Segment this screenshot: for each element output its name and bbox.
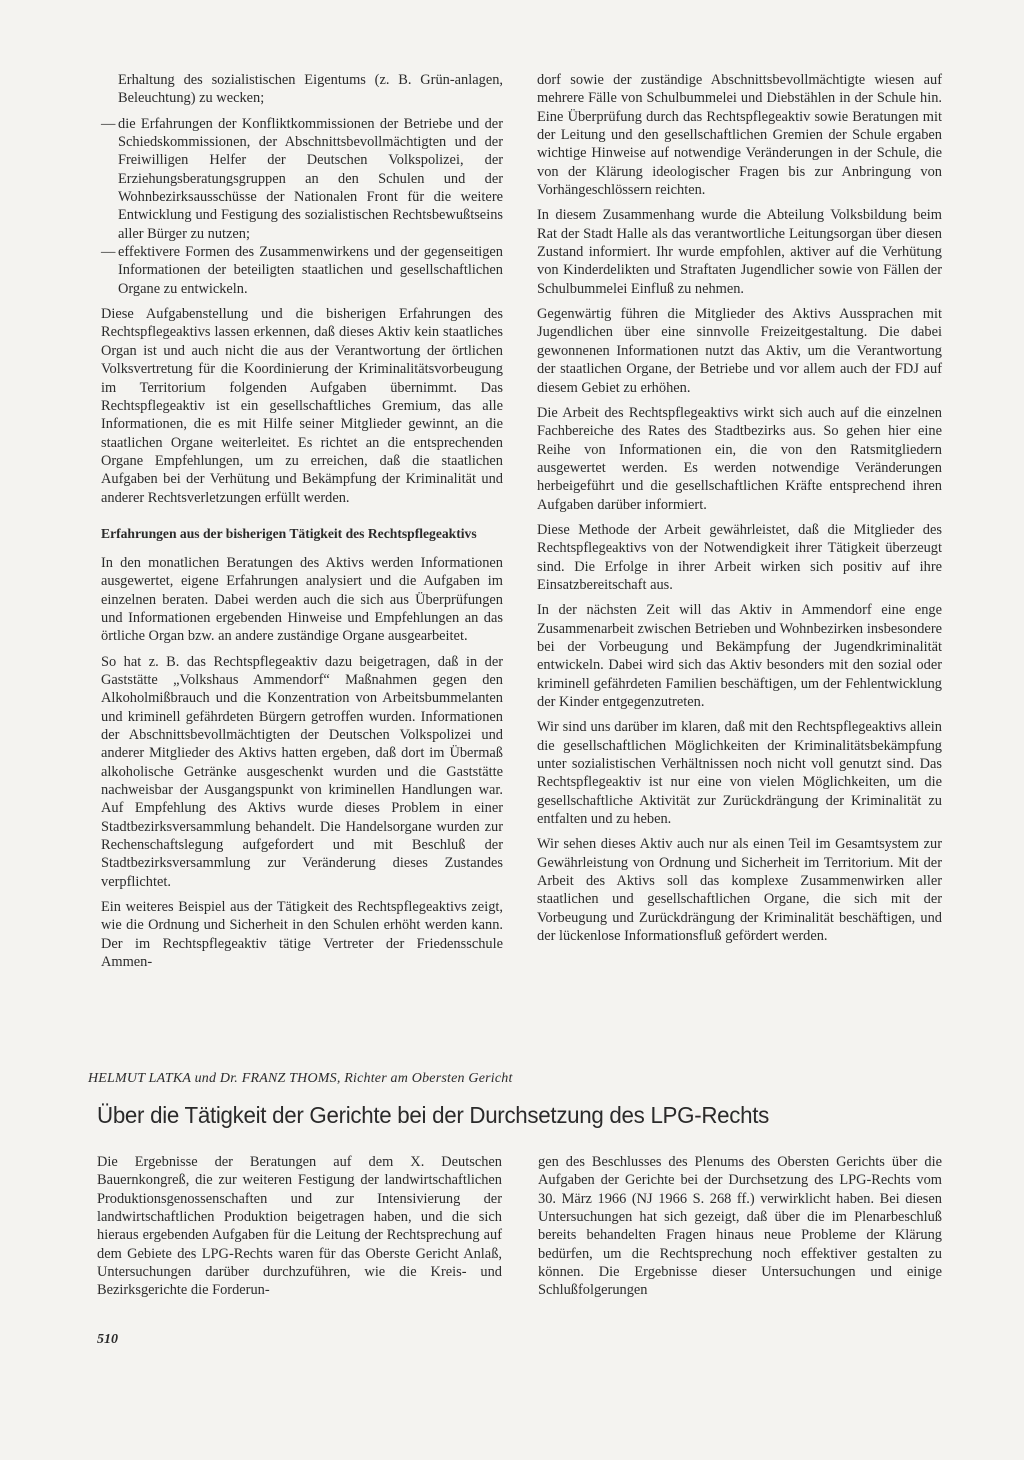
paragraph: Die Ergebnisse der Beratungen auf dem X. Deutschen Bauernkongreß, die zur weiteren Festigung der landwirtschaftlichen Produktionsgenossenschaften und zur Intensivierung der landwirtschaftlichen Produktion beigetragen haben, und die sich hieraus ergebenden Aufgaben für die Leitung der Rechtsprechung auf dem Gebiete des LPG-Rechts waren für das Oberste Gericht Anlaß, Untersuchungen darüber durchzuführen, wie die Kreis- und Bezirksgerichte die Forderun- <box>97 1154 502 1299</box>
bottom-right-column <box>538 1153 942 1300</box>
dash-list <box>101 115 503 298</box>
paragraph: Gegenwärtig führen die Mitglieder des Aktivs Aussprachen mit Jugendlichen über eine sinnvolle Freizeitgestaltung. Die dabei gewonnenen Informationen nutzt das Aktiv, um die Verantwortung der staatlichen Organe, der Betriebe und vor allem auch der FDJ auf diesem Gebiet zu erhöhen. <box>537 306 942 396</box>
bottom-left-column <box>97 1153 502 1300</box>
dash-bullet: — <box>101 244 116 261</box>
paragraph: Ein weiteres Beispiel aus der Tätigkeit des Rechtspflegeaktivs zeigt, wie die Ordnung und Sicherheit in den Schulen erhöht werden kann. Der im Rechtspflegeaktiv tätige Vertreter der Friedensschule Ammen- <box>101 899 503 971</box>
article-headline: Über die Tätigkeit der Gerichte bei der Durchsetzung des LPG-Rechts <box>97 1102 770 1128</box>
list-item <box>101 115 503 243</box>
paragraph: In den monatlichen Beratungen des Aktivs werden Informationen ausgewertet, eigene Erfahrungen analysiert und die Aufgaben im einzelnen beraten. Dabei werden auch die sich aus Überprüfungen und Informationen ergebenden Hinweise und Empfehlungen an das örtliche Organ bzw. an andere zuständige Organe ausgearbeitet. <box>101 554 503 645</box>
top-left-column <box>101 71 503 971</box>
list-item-text: effektivere Formen des Zusammenwirkens und der gegenseitigen Informationen der beteiligten staatlichen und gesellschaftlichen Organe zu entwickeln. <box>118 244 503 297</box>
paragraph: In der nächsten Zeit will das Aktiv in Ammendorf eine enge Zusammenarbeit zwischen Betrieben und Wohnbezirken insbesondere bei der Vorbeugung und Bekämpfung der Jugendkriminalität entwickeln. Dabei wird sich das Aktiv besonders mit den sozial oder kriminell gefährdeten Familien beschäftigen, um der Fehlentwicklung der Kinder entgegenzutreten. <box>537 602 942 710</box>
dash-bullet: — <box>101 115 116 132</box>
paragraph: gen des Beschlusses des Plenums des Obersten Gerichts über die Aufgaben der Gerichte bei der Durchsetzung des LPG-Rechts vom 30. März 1966 (NJ 1966 S. 268 ff.) verwirklicht haben. Bei diesen Untersuchungen hat sich gezeigt, daß über die im Plenarbeschluß bereits behandelten Fragen hinaus neue Probleme der Klärung bedürfen, um die Rechtsprechung noch effektiver gestalten zu können. Die Ergebnisse dieser Untersuchungen und einige Schlußfolgerungen <box>538 1154 942 1299</box>
list-item <box>101 243 503 298</box>
section-subheading: Erfahrungen aus der bisherigen Tätigkeit des Rechtspflegeaktivs <box>101 525 477 541</box>
top-right-column <box>537 71 942 945</box>
page-number: 510 <box>97 1332 118 1347</box>
paragraph: So hat z. B. das Rechtspflegeaktiv dazu beigetragen, daß in der Gaststätte „Volkshaus Ammendorf“ Maßnahmen gegen den Alkoholmißbrauch und die Konzentration von Arbeitsbummelanten und kriminell gefährdeten Bürgern getroffen wurden. Informationen der Abschnittsbevollmächtigten der Deutschen Volkspolizei und anderer Mitglieder des Aktivs hatten ergeben, daß dort im Übermaß alkoholische Getränke ausgeschenkt wurden und die Gaststätte nachweisbar der Ausgangspunkt von kriminellen Handlungen war. Auf Empfehlung des Aktivs wurde dieses Problem in einer Stadtbezirksversammlung behandelt. Die Handelsorgane wurden zur Rechenschaftslegung aufgefordert und mit Beschluß der Stadtbezirksversammlung zur Veränderung dieses Zustandes verpflichtet. <box>101 653 503 890</box>
paragraph: Wir sehen dieses Aktiv auch nur als einen Teil im Gesamtsystem zur Gewährleistung von Ordnung und Sicherheit im Territorium. Mit der Arbeit des Aktivs soll das komplexe Zusammenwirken aller staatlichen und gesellschaftlichen Organe, die sich mit der Vorbeugung und Zurückdrängung der Kriminalität beschäftigen, und der lückenlose Informationsfluß gefördert werden. <box>537 836 942 945</box>
author-byline: HELMUT LATKA und Dr. FRANZ THOMS, Richter am Obersten Gericht <box>88 1071 513 1086</box>
paragraph: In diesem Zusammenhang wurde die Abteilung Volksbildung beim Rat der Stadt Halle als das verantwortliche Leitungsorgan über diesen Zustand informiert. Ihr wurde empfohlen, aktiver auf die Verhütung von Kinderdelikten und Straftaten Jugendlicher sowie von Fällen der Schulbummelei Einfluß zu nehmen. <box>537 207 942 297</box>
paragraph: Diese Methode der Arbeit gewährleistet, daß die Mitglieder des Rechtspflegeaktivs von der Notwendigkeit ihrer Tätigkeit überzeugt sind. Die Erfolge in ihrer Arbeit wirken sich positiv auf ihre Einsatzbereitschaft aus. <box>537 521 942 593</box>
continuation-text: Erhaltung des sozialistischen Eigentums (z. B. Grün-anlagen, Beleuchtung) zu wecken; <box>118 72 503 107</box>
paragraph: Wir sind uns darüber im klaren, daß mit den Rechtspflegeaktivs allein die gesellschaftlichen Möglichkeiten der Kriminalitätsbekämpfung unter sozialistischen Verhältnissen noch nicht voll genutzt sind. Das Rechtspflegeaktiv ist nur eine von vielen Möglichkeiten, um die gesellschaftliche Aktivität zur Zurückdrängung der Kriminalität zu entfalten und zu heben. <box>537 719 942 828</box>
paragraph: Die Arbeit des Rechtspflegeaktivs wirkt sich auch auf die einzelnen Fachbereiche des Rates des Stadtbezirks aus. So gehen hier eine Reihe von Informationen ein, die von den Ratsmitgliedern ausgewertet werden. Es werden notwendige Veränderungen herbeigeführt und die gesellschaftlichen Kräfte entsprechend ihren Aufgaben darüber informiert. <box>537 404 942 513</box>
paragraph: Diese Aufgabenstellung und die bisherigen Erfahrungen des Rechtspflegeaktivs lassen erkennen, daß dieses Aktiv kein staatliches Organ ist und auch nicht die aus der Verantwortung der örtlichen Volksvertretung für die Koordinierung der Kriminalitätsvorbeugung im Territorium folgenden Aufgaben übernimmt. Das Rechtspflegeaktiv ist ein gesellschaftliches Gremium, das alle Informationen, die es mit Hilfe seiner Mitglieder gewinnt, an die staatlichen Organe weiterleitet. Es richtet an die entsprechenden Organe Empfehlungen, um zu erreichen, daß die staatlichen Aufgaben bei der Verhütung und Bekämpfung der Kriminalität und anderer Rechtsverletzungen erfüllt werden. <box>101 306 503 506</box>
continuation-text: dorf sowie der zuständige Abschnittsbevollmächtigte wiesen auf mehrere Fälle von Schulbummelei und Diebstählen in der Schule hin. Eine Überprüfung durch das Rechtspflegeaktiv sowie Beratungen mit der Leitung und den gesellschaftlichen Gremien der Schule ergaben wichtige Hinweise auf notwendige Veränderungen in der Schule, die von der Klärung ideologischer Fragen bis zur Anbringung von Vorhängeschlössern reichten. <box>537 72 942 199</box>
list-item-text: die Erfahrungen der Konfliktkommissionen der Betriebe und der Schiedskommissionen, der Abschnittsbevollmächtigten und der Freiwilligen Helfer der Deutschen Volkspolizei, der Erziehungsberatungsgruppen an den Schulen und der Wohnbezirksausschüsse der Nationalen Front für die weitere Entwicklung und Festigung des sozialistischen Rechtsbewußtseins aller Bürger zu nutzen; <box>118 115 503 242</box>
